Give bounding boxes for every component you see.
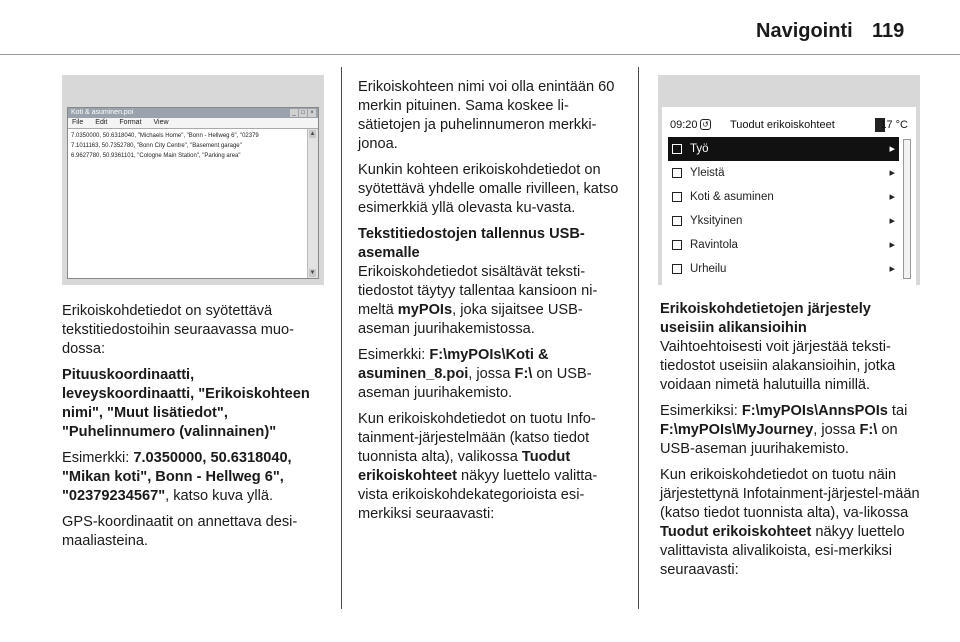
section-heading: Tekstitiedostojen tallennus USB-asemalle xyxy=(358,226,585,261)
close-icon: × xyxy=(308,109,316,117)
list-item[interactable]: Työ ▸ xyxy=(668,137,899,161)
list-item[interactable]: Koti & asuminen ▸ xyxy=(668,185,899,209)
editor-text-area xyxy=(68,129,308,278)
editor-line: 7.0350000, 50.6318040, "Michaels Home", "Bonn - Hellweg 6", "02379 xyxy=(71,133,259,139)
menu-edit: Edit xyxy=(95,119,108,126)
one-line-text: Kunkin kohteen erikoiskohdetiedot on syötettävä yhdelle omalle rivilleen, katso esimerkkiä yllä olevasta ku-vasta. xyxy=(358,162,619,216)
editor-line: 7.1011163, 50.7352780, "Bonn City Centre", "Basement garage" xyxy=(71,143,242,149)
editor-scrollbar xyxy=(307,129,318,278)
usb-example-text: Esimerkki: F:\myPOIs\Koti & asuminen_8.poi, jossa F:\ on USB-aseman juurihakemisto. xyxy=(358,347,592,401)
status-bar xyxy=(668,117,910,133)
house-icon xyxy=(672,192,682,202)
scroll-down-icon: ▼ xyxy=(309,270,316,276)
format-spec: Pituuskoordinaatti, leveyskoordinaatti, "Erikoiskohteen nimi", "Muut lisätiedot", "Puhelinnumero (valinnainen)" xyxy=(62,367,310,440)
subfolder-import-text: Kun erikoiskohdetiedot on tuotu näin järjestettynä Infotainment-järjestel-mään (katso tiedot tuonnista alta), va-likossa Tuodut erikoiskohteet näkyy luettelo valittavista alivalikoista, esi-merkiksi seuraavasti: xyxy=(660,467,920,578)
subfolder-example: Esimerkiksi: F:\myPOIs\AnnsPOIs tai F:\myPOIs\MyJourney, jossa F:\ on USB-aseman juurihakemisto. xyxy=(660,403,908,457)
editor-menu-bar xyxy=(68,118,318,129)
menu-view: View xyxy=(153,119,169,126)
editor-window-title: Koti & asuminen.poi xyxy=(71,109,134,116)
menu-file: File xyxy=(72,119,84,126)
page-title: Navigointi xyxy=(756,20,853,42)
chevron-right-icon: ▸ xyxy=(889,143,895,155)
maximize-icon: □ xyxy=(299,109,307,117)
restaurant-icon xyxy=(672,240,682,250)
menu-format: Format xyxy=(119,119,142,126)
chevron-right-icon: ▸ xyxy=(889,263,895,275)
clock: 09:20 xyxy=(670,119,698,131)
list-scrollbar[interactable] xyxy=(903,139,911,279)
folder-icon xyxy=(672,216,682,226)
editor-title-bar xyxy=(68,108,318,118)
chevron-right-icon: ▸ xyxy=(889,215,895,227)
folder-icon xyxy=(672,144,682,154)
list-item[interactable]: Ravintola ▸ xyxy=(668,233,899,257)
intro-text: Erikoiskohdetiedot on syötettävä tekstitiedostoihin seuraavassa muo-dossa: xyxy=(62,303,294,357)
column-3 xyxy=(660,300,922,587)
scroll-up-icon: ▲ xyxy=(309,131,316,137)
category-list xyxy=(668,137,899,281)
temperature: 17 °C xyxy=(880,119,908,131)
screen-title: Tuodut erikoiskohteet xyxy=(730,119,835,131)
section-heading: Erikoiskohdetietojen järjestely useisiin alikansioihin xyxy=(660,301,871,336)
gps-note: GPS-koordinaatit on annettava desi-maaliasteina. xyxy=(62,514,298,549)
page-number: 119 xyxy=(872,20,905,42)
column-divider xyxy=(341,67,342,609)
import-text: Kun erikoiskohdetiedot on tuotu Info-tainment-järjestelmään (katso tiedot tuonnista alta), valikossa Tuodut erikoiskohteet näkyy luettelo valitta-vista erikoiskohdekategorioista esi-merkiksi seuraavasti: xyxy=(358,411,598,522)
figure-infotainment-screen xyxy=(658,75,920,285)
figure-text-editor xyxy=(62,75,324,285)
subfolder-text: Vaihtoehtoisesti voit järjestää teksti-tiedostot useisiin alakansioihin, jotka voidaan nimetä halutuilla nimillä. xyxy=(660,339,896,393)
infotainment-display xyxy=(662,107,916,285)
editor-window xyxy=(67,107,319,279)
chevron-right-icon: ▸ xyxy=(889,239,895,251)
sport-icon xyxy=(672,264,682,274)
name-length-text: Erikoiskohteen nimi voi olla enintään 60 merkin pituinen. Sama koskee li-sätietojen ja puhelinnumeron merkki-jonoa. xyxy=(358,79,615,152)
usb-folder-text: Erikoiskohdetiedot sisältävät teksti-tiedostot täytyy tallentaa kansioon ni-meltä myPOIs, joka sijaitsee USB-aseman juurihakemistossa. xyxy=(358,264,598,337)
column-divider xyxy=(638,67,639,609)
folder-icon xyxy=(672,168,682,178)
chevron-right-icon: ▸ xyxy=(889,167,895,179)
list-item[interactable]: Yleistä ▸ xyxy=(668,161,899,185)
header-rule xyxy=(0,54,960,55)
column-1 xyxy=(62,302,324,558)
list-item[interactable]: Urheilu ▸ xyxy=(668,257,899,281)
back-icon: ↺ xyxy=(700,119,711,130)
chevron-right-icon: ▸ xyxy=(889,191,895,203)
editor-line: 6.9627780, 50.9361101, "Cologne Main Station", "Parking area" xyxy=(71,153,241,159)
example-text: Esimerkki: 7.0350000, 50.6318040, "Mikan koti", Bonn - Hellweg 6", "02379234567", katso kuva yllä. xyxy=(62,450,292,504)
list-item[interactable]: Yksityinen ▸ xyxy=(668,209,899,233)
column-2 xyxy=(358,78,620,531)
minimize-icon: _ xyxy=(290,109,298,117)
